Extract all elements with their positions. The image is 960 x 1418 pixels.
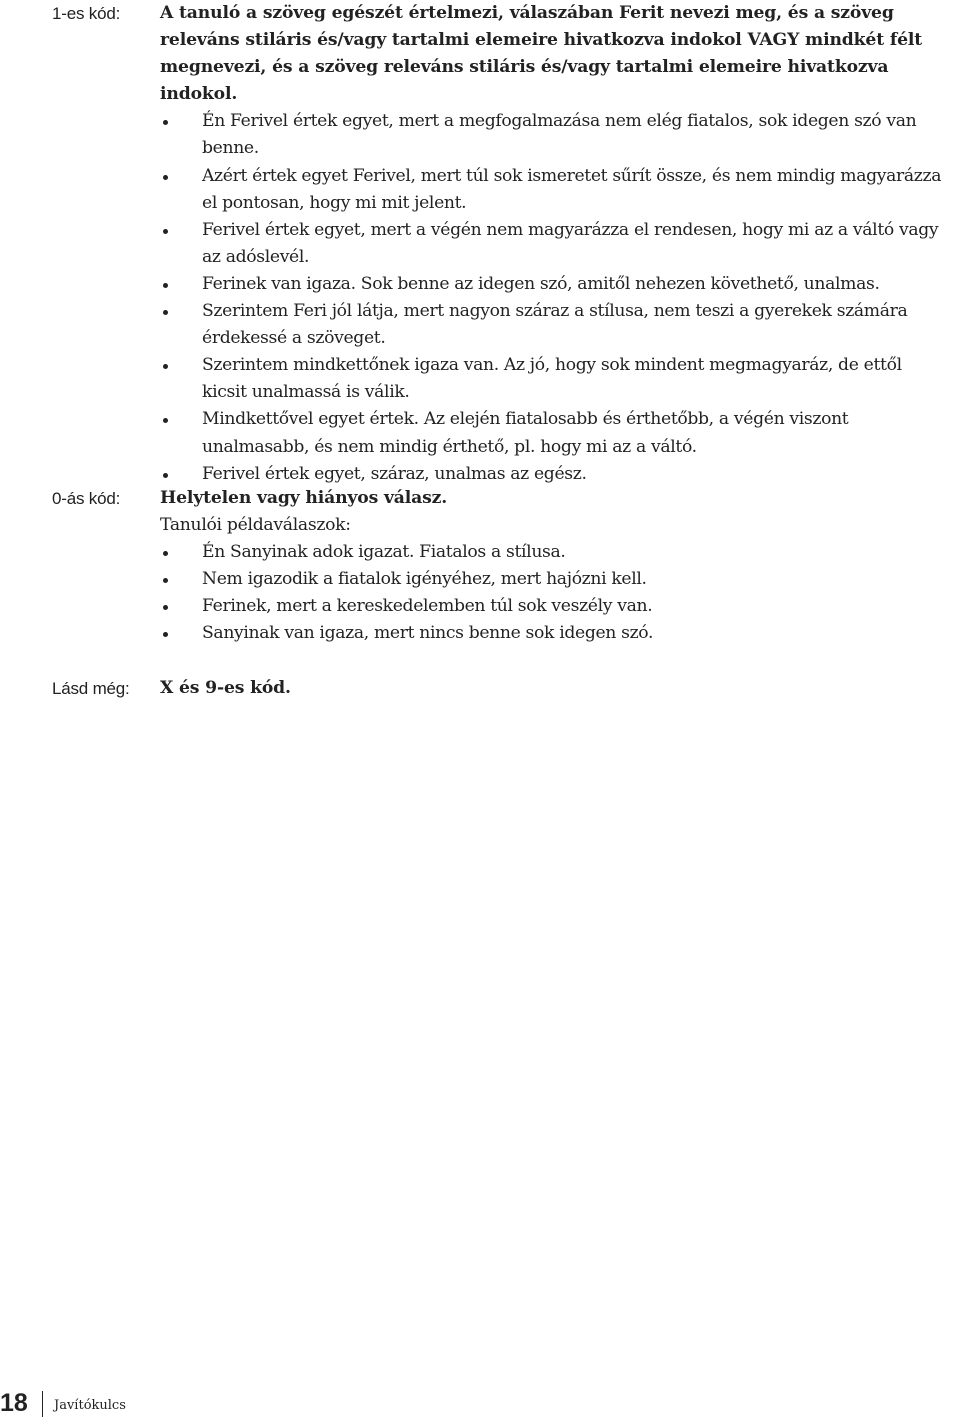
code-0-label: 0-ás kód:	[52, 489, 121, 508]
list-item: Sanyinak van igaza, mert nincs benne sok idegen szó.	[160, 620, 950, 647]
list-item: Szerintem mindkettőnek igaza van. Az jó, hogy sok mindent megmagyaráz, de ettől kicsit unalmassá is válik.	[160, 352, 950, 406]
code-0-examples-list	[160, 539, 950, 647]
footer-divider	[42, 1391, 43, 1417]
code-0-subheading: Tanulói példaválaszok:	[160, 515, 351, 536]
list-item: Ferivel értek egyet, száraz, unalmas az egész.	[160, 461, 950, 488]
code-1-body	[160, 0, 950, 488]
code-1-label: 1-es kód:	[52, 4, 121, 23]
footer-title: Javítókulcs	[54, 1398, 126, 1413]
list-item: Ferinek van igaza. Sok benne az idegen szó, amitől nehezen követhető, unalmas.	[160, 271, 950, 298]
code-1-examples-list	[160, 108, 950, 487]
list-item: Ferivel értek egyet, mert a végén nem magyarázza el rendesen, hogy mi az a váltó vagy az adóslevél.	[160, 217, 950, 271]
list-item: Szerintem Feri jól látja, mert nagyon száraz a stílusa, nem teszi a gyerekek számára érdekessé a szöveget.	[160, 298, 950, 352]
list-item: Ferinek, mert a kereskedelemben túl sok veszély van.	[160, 593, 950, 620]
see-also-body	[160, 675, 950, 702]
see-also-text: X és 9-es kód.	[160, 678, 291, 698]
list-item: Mindkettővel egyet értek. Az elején fiatalosabb és érthetőbb, a végén viszont unalmasabb, és nem mindig érthető, pl. hogy mi az a váltó.	[160, 406, 950, 460]
code-0-heading: Helytelen vagy hiányos válasz.	[160, 488, 448, 508]
list-item: Nem igazodik a fiatalok igényéhez, mert hajózni kell.	[160, 566, 950, 593]
list-item: Én Ferivel értek egyet, mert a megfogalmazása nem elég fiatalos, sok idegen szó van benne.	[160, 108, 950, 162]
code-1-heading: A tanuló a szöveg egészét értelmezi, válaszában Ferit nevezi meg, és a szöveg releváns stiláris és/vagy tartalmi elemeire hivatkozva indokol VAGY mindkét félt megnevezi, és a szöveg releváns stiláris és/vagy tartalmi elemeire hivatkozva indokol.	[160, 3, 923, 105]
page-number: 18	[0, 1389, 28, 1417]
page-footer	[0, 1388, 200, 1418]
code-0-body	[160, 485, 950, 648]
list-item: Azért értek egyet Ferivel, mert túl sok ismeretet sűrít össze, és nem mindig magyarázza el pontosan, hogy mi mit jelent.	[160, 163, 950, 217]
see-also-label: Lásd még:	[52, 679, 130, 698]
list-item: Én Sanyinak adok igazat. Fiatalos a stílusa.	[160, 539, 950, 566]
